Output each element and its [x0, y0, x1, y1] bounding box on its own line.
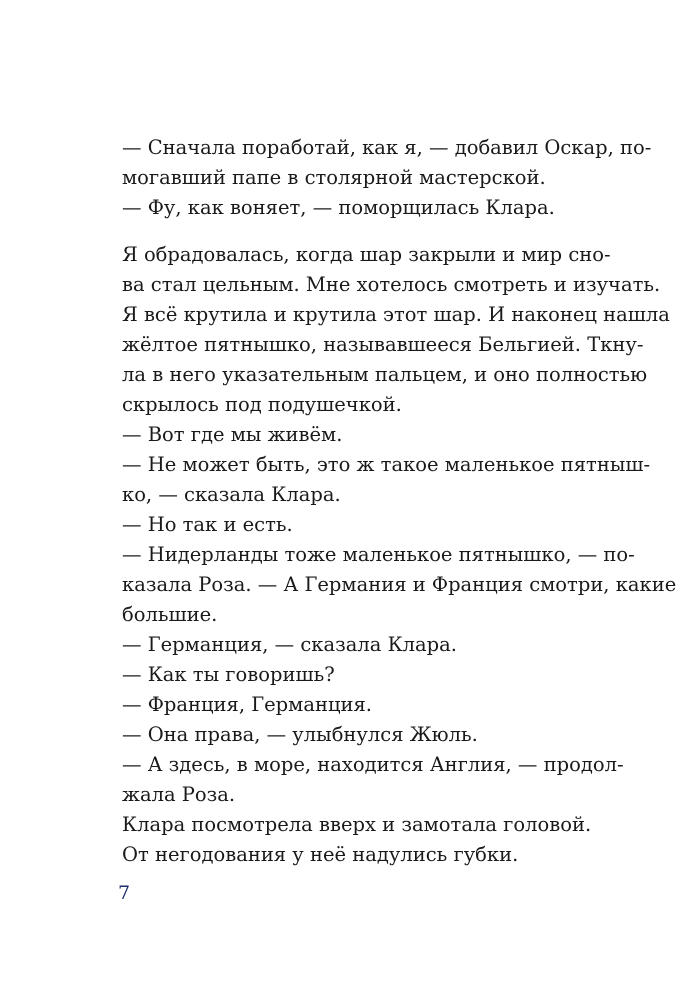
text-line: — Франция, Германция. [122, 693, 372, 716]
text-line: казала Роза. — А Германия и Франция смотри, какие [122, 573, 677, 596]
text-line: Я всё крутила и крутила этот шар. И наконец нашла [122, 303, 670, 326]
text-line: — Вот где мы живём. [122, 423, 343, 446]
text-line: Я обрадовалась, когда шар закрыли и мир сно- [122, 243, 611, 266]
text-line: жала Роза. [122, 783, 236, 806]
text-line: — Германция, — сказала Клара. [122, 633, 457, 656]
text-line: большие. [122, 603, 218, 626]
text-line: — Фу, как воняет, — поморщилась Клара. [122, 196, 555, 219]
text-line: Клара посмотрела вверх и замотала головой. [122, 813, 592, 836]
text-line: скрылось под подушечкой. [122, 393, 402, 416]
page-number: 7 [118, 882, 131, 904]
text-line: — Она права, — улыбнулся Жюль. [122, 723, 478, 746]
text-line: — Но так и есть. [122, 513, 293, 536]
text-line: жёлтое пятнышко, называвшееся Бельгией. Ткну- [122, 333, 644, 356]
text-line: могавший папе в столярной мастерской. [122, 166, 546, 189]
text-line: — Как ты говоришь? [122, 663, 335, 686]
text-line: — Не может быть, это ж такое маленькое пятныш- [122, 453, 651, 476]
text-line: — А здесь, в море, находится Англия, — продол- [122, 753, 624, 776]
text-line: — Сначала поработай, как я, — добавил Оскар, по- [122, 136, 652, 159]
text-line: ва стал цельным. Мне хотелось смотреть и изучать. [122, 273, 661, 296]
text-line: — Нидерланды тоже маленькое пятнышко, — по- [122, 543, 635, 566]
text-line: От негодования у неё надулись губки. [122, 843, 519, 866]
text-line: ко, — сказала Клара. [122, 483, 341, 506]
text-line: ла в него указательным пальцем, и оно полностью [122, 363, 648, 386]
